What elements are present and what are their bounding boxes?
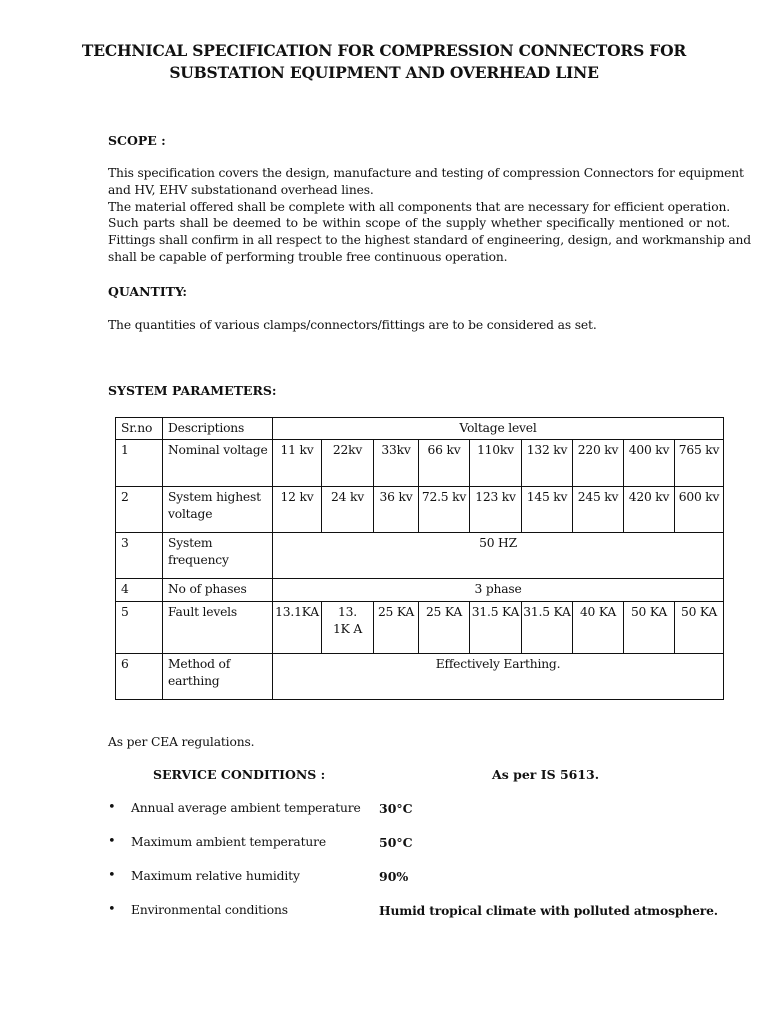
table-cell: 50 KA [675, 602, 724, 654]
table-cell: 33kv [374, 440, 419, 487]
table-cell: 110kv [470, 440, 522, 487]
row-description: Method of earthing [163, 654, 273, 700]
table-cell: 11 kv [273, 440, 322, 487]
condition-label: Maximum relative humidity [131, 869, 300, 883]
table-cell: 36 kv [374, 487, 419, 533]
table-row [116, 602, 724, 654]
service-conditions-reference: As per IS 5613. [492, 767, 600, 782]
table-cell: 600 kv [675, 487, 724, 533]
row-srno: 5 [116, 602, 163, 654]
table-cell: 31.5 KA [522, 602, 573, 654]
table-span-cell: Effectively Earthing. [273, 654, 724, 700]
bullet-icon: • [108, 800, 116, 815]
scope-heading: SCOPE : [108, 133, 166, 148]
table-cell: 13.1KA [273, 602, 322, 654]
table-cell: 420 kv [624, 487, 675, 533]
table-row [116, 654, 724, 700]
table-cell: 245 kv [573, 487, 624, 533]
system-parameters-heading: SYSTEM PARAMETERS: [108, 383, 277, 398]
condition-value: 30°C [379, 801, 413, 816]
table-cell: 24 kv [322, 487, 374, 533]
table-cell: 72.5 kv [419, 487, 470, 533]
bullet-icon: • [108, 834, 116, 849]
condition-label: Environmental conditions [131, 903, 288, 917]
table-row [116, 487, 724, 533]
table-row [116, 579, 724, 602]
table-cell: 400 kv [624, 440, 675, 487]
table-cell: 50 KA [624, 602, 675, 654]
table-cell: 12 kv [273, 487, 322, 533]
table-cell: 123 kv [470, 487, 522, 533]
table-cell: 132 kv [522, 440, 573, 487]
table-header-row [116, 418, 724, 440]
table-cell: 145 kv [522, 487, 573, 533]
table-cell: 31.5 KA [470, 602, 522, 654]
title-line-2: SUBSTATION EQUIPMENT AND OVERHEAD LINE [169, 63, 599, 82]
table-cell: 13. 1K A [322, 602, 374, 654]
scope-line: and HV, EHV substationand overhead lines. [108, 182, 374, 197]
scope-line: Such parts shall be deemed to be within scope of the supply whether specifically mentioned or not. [108, 216, 730, 231]
system-parameters-table [115, 417, 724, 700]
table-cell: 25 KA [419, 602, 470, 654]
service-conditions-heading: SERVICE CONDITIONS : [153, 767, 326, 782]
table-row [116, 533, 724, 579]
row-description: Fault levels [163, 602, 273, 654]
scope-line: The material offered shall be complete with all components that are necessary for efficient operation. [108, 199, 730, 214]
table-cell: 40 KA [573, 602, 624, 654]
row-description: System highest voltage [163, 487, 273, 533]
table-span-cell: 50 HZ [273, 533, 724, 579]
scope-paragraph [108, 165, 751, 266]
scope-line: This specification covers the design, manufacture and testing of compression Connectors for equipment [108, 166, 744, 180]
row-srno: 4 [116, 579, 163, 602]
row-srno: 1 [116, 440, 163, 487]
quantity-text: The quantities of various clamps/connectors/fittings are to be considered as set. [108, 318, 597, 332]
header-voltage-level: Voltage level [273, 418, 724, 440]
row-description: System frequency [163, 533, 273, 579]
cea-note: As per CEA regulations. [108, 735, 255, 749]
header-descriptions: Descriptions [163, 418, 273, 440]
table-cell: 66 kv [419, 440, 470, 487]
condition-value: 50°C [379, 835, 413, 850]
row-srno: 2 [116, 487, 163, 533]
bullet-icon: • [108, 868, 116, 883]
bullet-icon: • [108, 902, 116, 917]
table-cell: 22kv [322, 440, 374, 487]
condition-label: Maximum ambient temperature [131, 835, 326, 849]
condition-value: Humid tropical climate with polluted atmosphere. [379, 903, 718, 918]
row-srno: 6 [116, 654, 163, 700]
table-row [116, 440, 724, 487]
condition-label: Annual average ambient temperature [131, 801, 361, 815]
table-span-cell: 3 phase [273, 579, 724, 602]
row-srno: 3 [116, 533, 163, 579]
scope-line: shall be capable of performing trouble free continuous operation. [108, 249, 508, 264]
condition-value: 90% [379, 869, 409, 884]
table-cell: 220 kv [573, 440, 624, 487]
table-cell: 25 KA [374, 602, 419, 654]
row-description: Nominal voltage [163, 440, 273, 487]
row-description: No of phases [163, 579, 273, 602]
scope-line: Fittings shall confirm in all respect to the highest standard of engineering, design, and workmanship and [108, 233, 752, 248]
table-cell: 765 kv [675, 440, 724, 487]
quantity-heading: QUANTITY: [108, 284, 187, 299]
title-line-1: TECHNICAL SPECIFICATION FOR COMPRESSION CONNECTORS FOR [81, 41, 687, 60]
document-title [60, 40, 708, 84]
header-srno: Sr.no [116, 418, 163, 440]
